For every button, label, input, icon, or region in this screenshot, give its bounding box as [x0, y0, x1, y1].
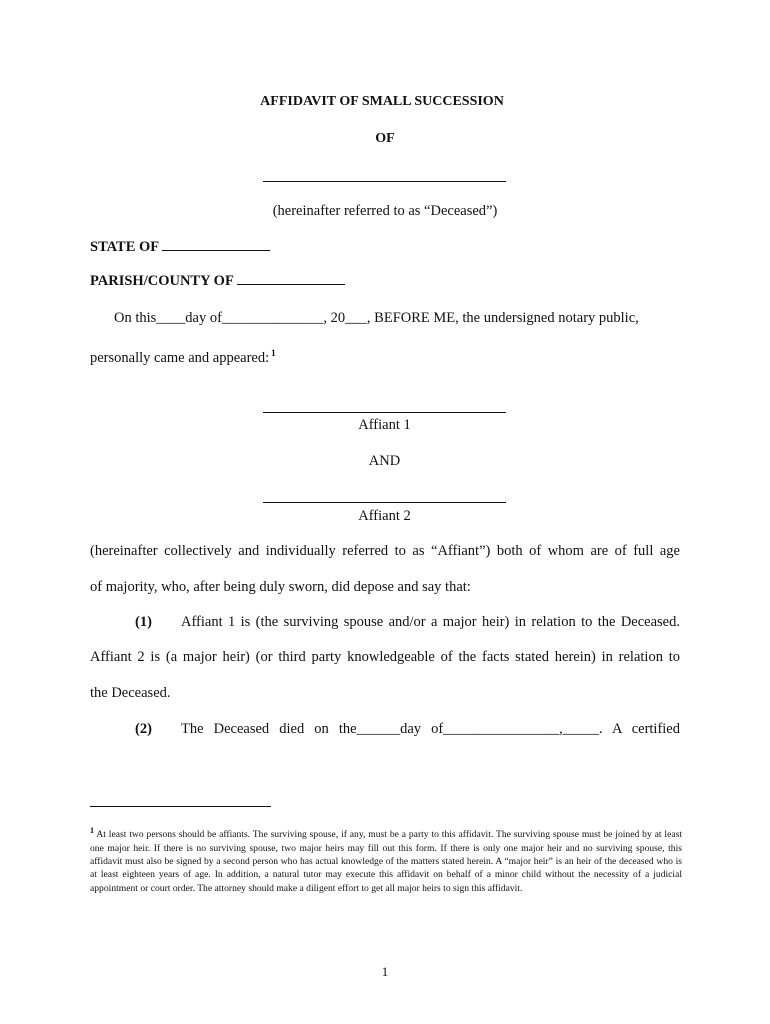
footnote-text: At least two persons should be affiants. The surviving spouse, if any, must be a party to this affidavit. The surviving spouse must be joined by at least one major heir. If there is no surviving spouse, two major heirs may fill out this form. If there is only one major heir and no surviving spouse, this affidavit must also be signed by a second person who has actual knowledge of the matters stated herein. A “major heir” is an heir of the deceased who is at least eighteen years of age. In addition, a natural tutor may execute this affidavit on behalf of a minor child without the necessity of a judicial appointment or court order. The attorney should make a diligent effort to get all major heirs to sign this affidavit.	[90, 829, 682, 894]
page-number: 1	[381, 964, 389, 979]
state-label: STATE OF	[90, 239, 159, 255]
deceased-note: (hereinafter referred to as “Deceased”)	[272, 203, 498, 219]
para2-number: (2)	[135, 721, 152, 737]
footnote	[90, 824, 682, 895]
footnote-number: 1	[90, 826, 94, 835]
state-of-row	[90, 238, 270, 256]
para1-line-1: Affiant 1 is (the surviving spouse and/or a major heir) in relation to the Deceased.	[181, 614, 680, 630]
collective-line-2: of majority, who, after being duly sworn, did depose and say that:	[90, 579, 471, 595]
appeared-line	[90, 344, 276, 367]
affiant2-signature-line[interactable]	[263, 502, 506, 503]
para1-number: (1)	[135, 614, 152, 630]
footnote-ref[interactable]: 1	[271, 348, 276, 358]
and-label: AND	[368, 453, 401, 469]
para1-line-2: Affiant 2 is (a major heir) (or third party knowledgeable of the facts stated herein) in relation to	[90, 649, 680, 665]
deceased-name-line[interactable]	[263, 181, 506, 182]
para1-line-3: the Deceased.	[90, 685, 171, 701]
of-heading: OF	[375, 131, 395, 146]
parish-label: PARISH/COUNTY OF	[90, 273, 234, 289]
on-this-line: On this____day of______________, 20___, BEFORE ME, the undersigned notary public,	[114, 310, 639, 326]
collective-line-1: (hereinafter collectively and individually referred to as “Affiant”) both of whom are of full age	[90, 543, 680, 559]
appeared-text: personally came and appeared:	[90, 349, 270, 366]
footnote-separator	[90, 806, 271, 807]
parish-county-row	[90, 272, 345, 290]
document-title: AFFIDAVIT OF SMALL SUCCESSION	[260, 94, 504, 109]
affiant2-label: Affiant 2	[358, 508, 411, 524]
parish-field[interactable]	[237, 272, 345, 285]
para2-line-1: The Deceased died on the______day of________________,_____. A certified	[181, 721, 680, 737]
state-field[interactable]	[162, 238, 270, 251]
affiant1-label: Affiant 1	[358, 417, 411, 433]
affiant1-signature-line[interactable]	[263, 412, 506, 413]
